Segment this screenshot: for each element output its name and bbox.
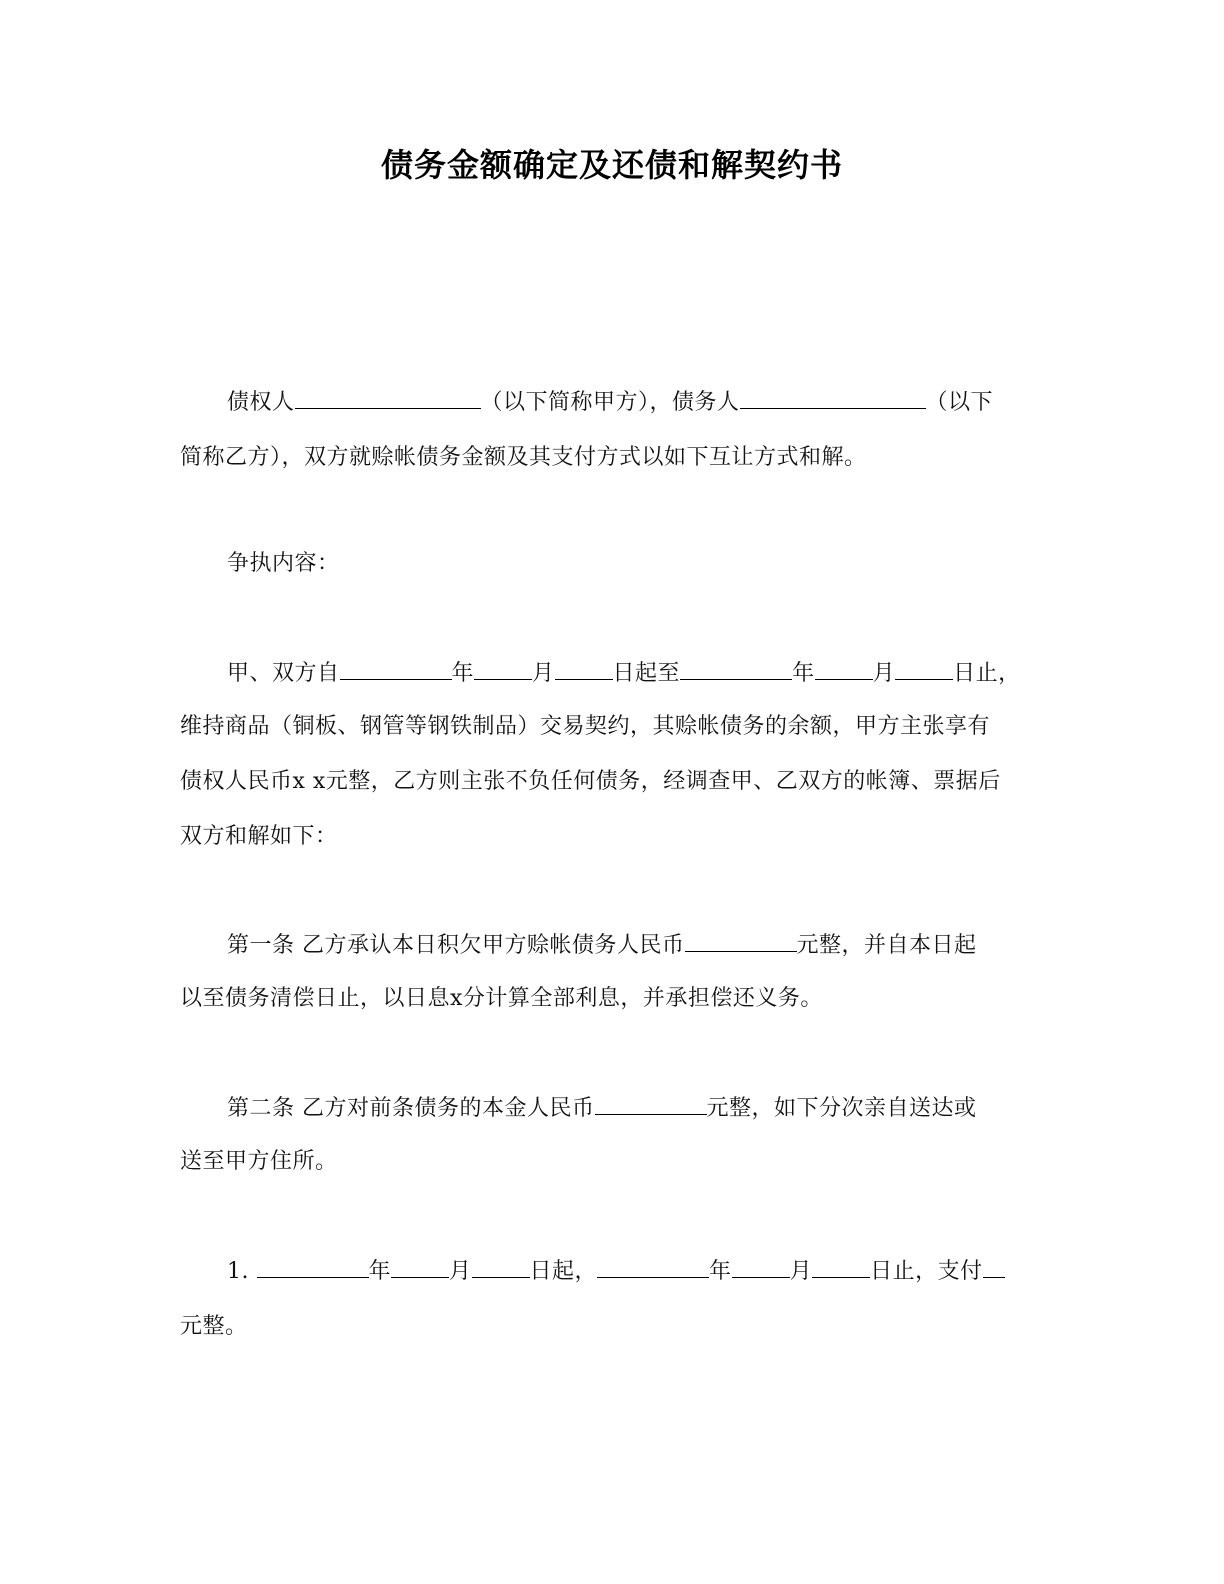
item-1-line-1 — [180, 1255, 1097, 1287]
creditor-label: 债权人 — [227, 390, 295, 415]
day-to-label: 日止，支付 — [870, 1259, 983, 1284]
start-month-blank[interactable] — [474, 657, 532, 680]
month-label: 月 — [872, 661, 896, 686]
item-1-start-month-blank[interactable] — [391, 1255, 449, 1278]
month-label: 月 — [532, 661, 555, 686]
article-2-text: 第二条 乙方对前条债务的本金人民币 — [227, 1096, 595, 1121]
item-1-end-day-blank[interactable] — [812, 1255, 870, 1278]
day-from-label: 日起， — [529, 1259, 598, 1284]
end-year-blank[interactable] — [680, 657, 792, 680]
article-2-line-1 — [180, 1092, 1097, 1124]
day-to-label: 日止， — [953, 661, 1021, 686]
dispute-line-1 — [180, 657, 1097, 689]
dispute-text: 甲、双方自 — [227, 661, 340, 686]
year-label: 年 — [451, 661, 475, 686]
dispute-line-3: 债权人民币x x元整，乙方则主张不负任何债务，经调查甲、乙双方的帐簿、票据后 — [180, 769, 1001, 794]
dispute-line-4: 双方和解如下： — [180, 824, 338, 849]
year-label: 年 — [709, 1259, 732, 1284]
month-label: 月 — [449, 1259, 472, 1284]
start-year-blank[interactable] — [340, 657, 452, 680]
end-month-blank[interactable] — [815, 657, 873, 680]
item-1-amount-blank[interactable] — [983, 1255, 1005, 1278]
item-1-start-day-blank[interactable] — [472, 1255, 530, 1278]
intro-text: （以下 — [925, 390, 994, 415]
article-1-text: 第一条 乙方承认本日积欠甲方赊帐债务人民币 — [227, 933, 685, 958]
item-1-end-month-blank[interactable] — [732, 1255, 790, 1278]
article-2-text: 元整，如下分次亲自送达或 — [706, 1096, 977, 1121]
item-1-end-year-blank[interactable] — [597, 1255, 709, 1278]
item-1-line-2: 元整。 — [180, 1314, 248, 1339]
dispute-heading: 争执内容： — [227, 551, 340, 576]
start-day-blank[interactable] — [555, 657, 613, 680]
year-label: 年 — [368, 1259, 392, 1284]
article-1-amount-blank[interactable] — [685, 929, 797, 952]
day-from-label: 日起至 — [612, 661, 681, 686]
article-1-text: 元整，并自本日起 — [796, 933, 977, 958]
intro-line-1 — [180, 386, 1097, 418]
year-label: 年 — [792, 661, 815, 686]
debtor-blank[interactable] — [740, 386, 926, 409]
article-1-line-1 — [180, 929, 1097, 961]
document-title: 债务金额确定及还债和解契约书 — [380, 146, 843, 184]
article-2-line-2: 送至甲方住所。 — [180, 1149, 338, 1174]
month-label: 月 — [789, 1259, 813, 1284]
creditor-blank[interactable] — [295, 386, 481, 409]
article-1-line-2: 以至债务清偿日止，以日息x分计算全部利息，并承担偿还义务。 — [180, 986, 823, 1011]
dispute-line-2: 维持商品（铜板、钢管等钢铁制品）交易契约，其赊帐债务的余额，甲方主张享有 — [180, 714, 991, 739]
intro-text: （以下简称甲方），债务人 — [480, 390, 740, 415]
item-1-start-year-blank[interactable] — [257, 1255, 369, 1278]
intro-line-2: 简称乙方），双方就赊帐债务金额及其支付方式以如下互让方式和解。 — [180, 445, 867, 470]
end-day-blank[interactable] — [895, 657, 953, 680]
article-2-amount-blank[interactable] — [595, 1092, 707, 1115]
item-number: 1. — [227, 1259, 249, 1284]
